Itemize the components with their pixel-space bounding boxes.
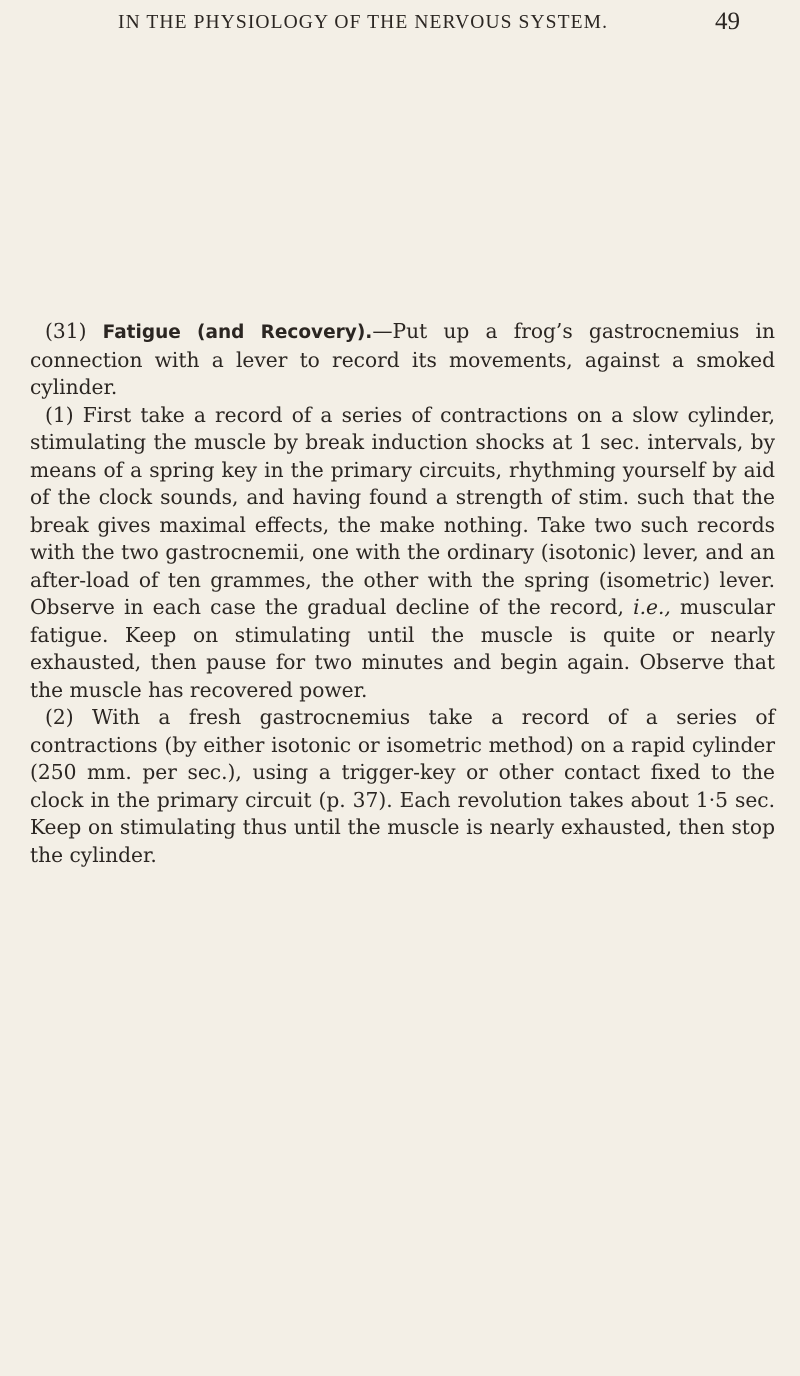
paragraph-1 <box>30 402 775 705</box>
running-title: IN THE PHYSIOLOGY OF THE NERVOUS SYSTEM. <box>118 12 609 33</box>
running-header <box>118 8 740 42</box>
section-number: (31) <box>45 319 87 343</box>
section-intro-text: —Put up a frog’s gastrocnemius in connection with a lever to record its movements, against a smoked cylinder. <box>30 319 775 399</box>
section-intro-paragraph <box>30 318 775 402</box>
paragraph-2: (2) With a fresh gastrocnemius take a record of a series of contractions (by either isotonic or isometric method) on a rapid cylinder (250 mm. per sec.), using a trigger-key or other contact fixed to the clock in the primary circuit (p. 37). Each revolution takes about 1·5 sec. Keep on stimulating thus until the muscle is nearly exhausted, then stop the cylinder. <box>30 705 775 867</box>
body-text <box>30 318 775 869</box>
paragraph-1-text-before: (1) First take a record of a series of contractions on a slow cylinder, stimulating the muscle by break induction shocks at 1 sec. intervals, by means of a spring key in the primary circuits, rhythming yourself by aid of the clock sounds, and having found a strength of stim. such that the break gives maximal effects, the make nothing. Take two such records with the two gastrocnemii, one with the ordinary (isotonic) lever, and an after-load of ten grammes, the other with the spring (isometric) lever. Observe in each case the gradual decline of the record, <box>30 402 775 619</box>
page-number: 49 <box>715 8 740 35</box>
paragraph-1-italic: i.e., <box>633 595 671 619</box>
paragraph-1-text-after: muscular fatigue. Keep on stimulating until the muscle is quite or nearly exhausted, then pause for two minutes and begin again. Observe that the muscle has recovered power. <box>30 595 775 702</box>
section-heading: Fatigue (and Recovery). <box>102 322 373 343</box>
